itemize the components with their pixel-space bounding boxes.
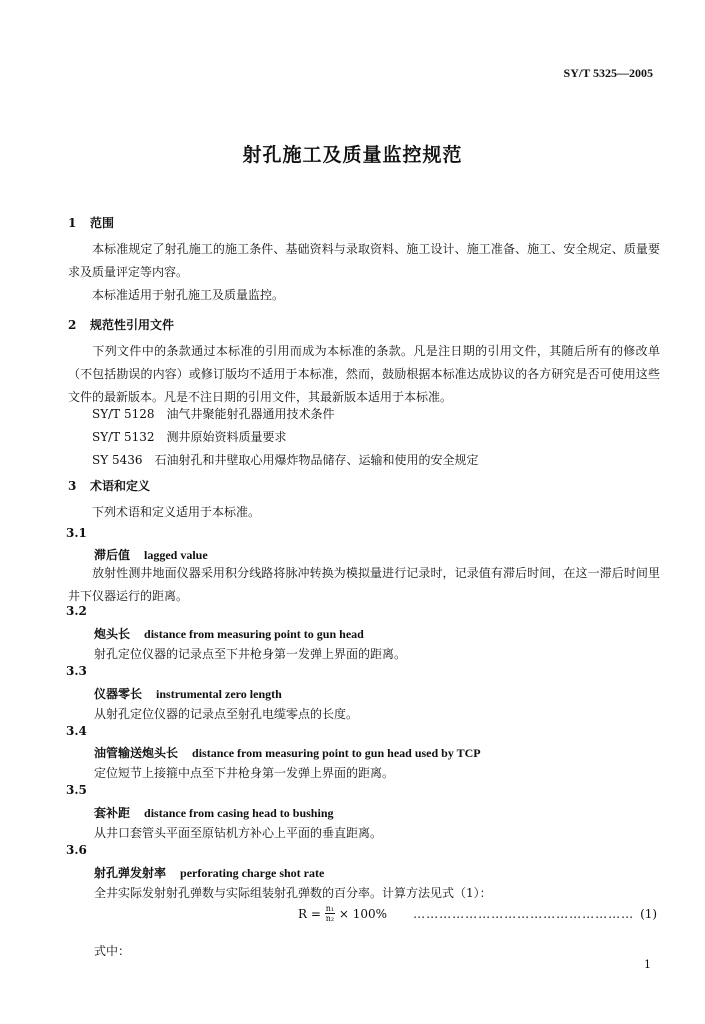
term-zh: 仪器零长 <box>94 687 143 701</box>
section-number: 2 <box>68 318 77 332</box>
term-definition <box>68 562 660 608</box>
section-title: 规范性引用文件 <box>90 318 175 332</box>
term-en: instrumental zero length <box>156 687 282 701</box>
section-title: 术语和定义 <box>90 479 151 493</box>
term-definition: 从射孔定位仪器的记录点至射孔电缆零点的长度。 <box>94 707 359 721</box>
term-en: distance from measuring point to gun head used by TCP <box>192 746 481 760</box>
section-title: 范围 <box>90 216 115 230</box>
reference-item: SY 5436 石油射孔和井壁取心用爆炸物品储存、运输和使用的安全规定 <box>92 453 479 467</box>
section-number: 1 <box>68 216 77 230</box>
term-number: 3.3 <box>66 664 87 678</box>
page-number: 1 <box>644 958 651 971</box>
term-heading <box>94 625 364 642</box>
formula-rhs: × 100% <box>338 906 388 921</box>
term-number: 3.5 <box>66 783 87 797</box>
term-number: 3.1 <box>66 526 87 540</box>
paragraph-text: 本标准规定了射孔施工的施工条件、基础资料与录取资料、施工设计、施工准备、施工、安全规定、质量要求及质量评定等内容。 <box>68 242 660 279</box>
term-zh: 射孔弹发射率 <box>94 866 167 880</box>
term-definition: 定位短节上接箍中点至下井枪身第一发弹上界面的距离。 <box>94 766 395 780</box>
reference-item: SY/T 5128 油气井聚能射孔器通用技术条件 <box>92 407 335 421</box>
term-number: 3.2 <box>66 604 87 618</box>
term-zh: 套补距 <box>94 806 131 820</box>
paragraph-text: 本标准适用于射孔施工及质量监控。 <box>92 288 285 302</box>
fraction <box>325 904 335 923</box>
definition-text: 放射性测井地面仪器采用积分线路将脉冲转换为模拟量进行记录时，记录值有滞后时间，在这一滞后时间里井下仪器运行的距离。 <box>68 566 660 603</box>
document-title: 射孔施工及质量监控规范 <box>242 144 463 166</box>
section-1-paragraph-1 <box>68 238 660 284</box>
term-number: 3.6 <box>66 843 87 857</box>
term-en: distance from casing head to bushing <box>144 806 334 820</box>
formula-1 <box>298 904 657 923</box>
term-heading <box>94 744 481 761</box>
section-3-intro: 下列术语和定义适用于本标准。 <box>92 505 261 519</box>
term-number: 3.4 <box>66 724 87 738</box>
section-1-paragraph-2 <box>68 284 660 307</box>
standard-number: SY/T 5325—2005 <box>563 66 653 80</box>
equation-number: (1) <box>640 906 658 921</box>
section-1-heading <box>68 214 114 231</box>
term-en: distance from measuring point to gun head <box>144 627 364 641</box>
term-zh: 油管输送炮头长 <box>94 746 179 760</box>
term-en: lagged value <box>144 548 208 562</box>
term-en: perforating charge shot rate <box>180 866 325 880</box>
term-zh: 滞后值 <box>94 548 131 562</box>
term-heading <box>94 864 324 881</box>
term-heading <box>94 685 282 702</box>
section-2-paragraph <box>68 340 660 409</box>
term-definition: 射孔定位仪器的记录点至下井枪身第一发弹上界面的距离。 <box>94 647 407 661</box>
term-definition: 全井实际发射射孔弹数与实际组装射孔弹数的百分率。计算方法见式（1）： <box>94 886 492 900</box>
fraction-numerator: n₁ <box>325 904 335 913</box>
paragraph-text: 下列文件中的条款通过本标准的引用而成为本标准的条款。凡是注日期的引用文件，其随后所有的修改单（不包括勘误的内容）或修订版均不适用于本标准，然而，鼓励根据本标准达成协议的各方研究是否可使用这些文件的最新版本。凡是不注日期的引用文件，其最新版本适用于本标准。 <box>68 344 660 404</box>
term-definition: 从井口套管头平面至原钻机方补心上平面的垂直距离。 <box>94 826 383 840</box>
section-3-heading <box>68 477 150 494</box>
section-number: 3 <box>68 479 77 493</box>
reference-item: SY/T 5132 测井原始资料质量要求 <box>92 430 287 444</box>
fraction-denominator: n₂ <box>325 914 335 923</box>
section-2-heading <box>68 316 174 333</box>
formula-leader-dots: …………………………………………… <box>413 906 635 921</box>
formula-lhs: R = <box>298 906 321 921</box>
term-zh: 炮头长 <box>94 627 131 641</box>
term-heading <box>94 804 334 821</box>
where-label: 式中： <box>94 944 131 958</box>
term-heading <box>94 546 208 563</box>
